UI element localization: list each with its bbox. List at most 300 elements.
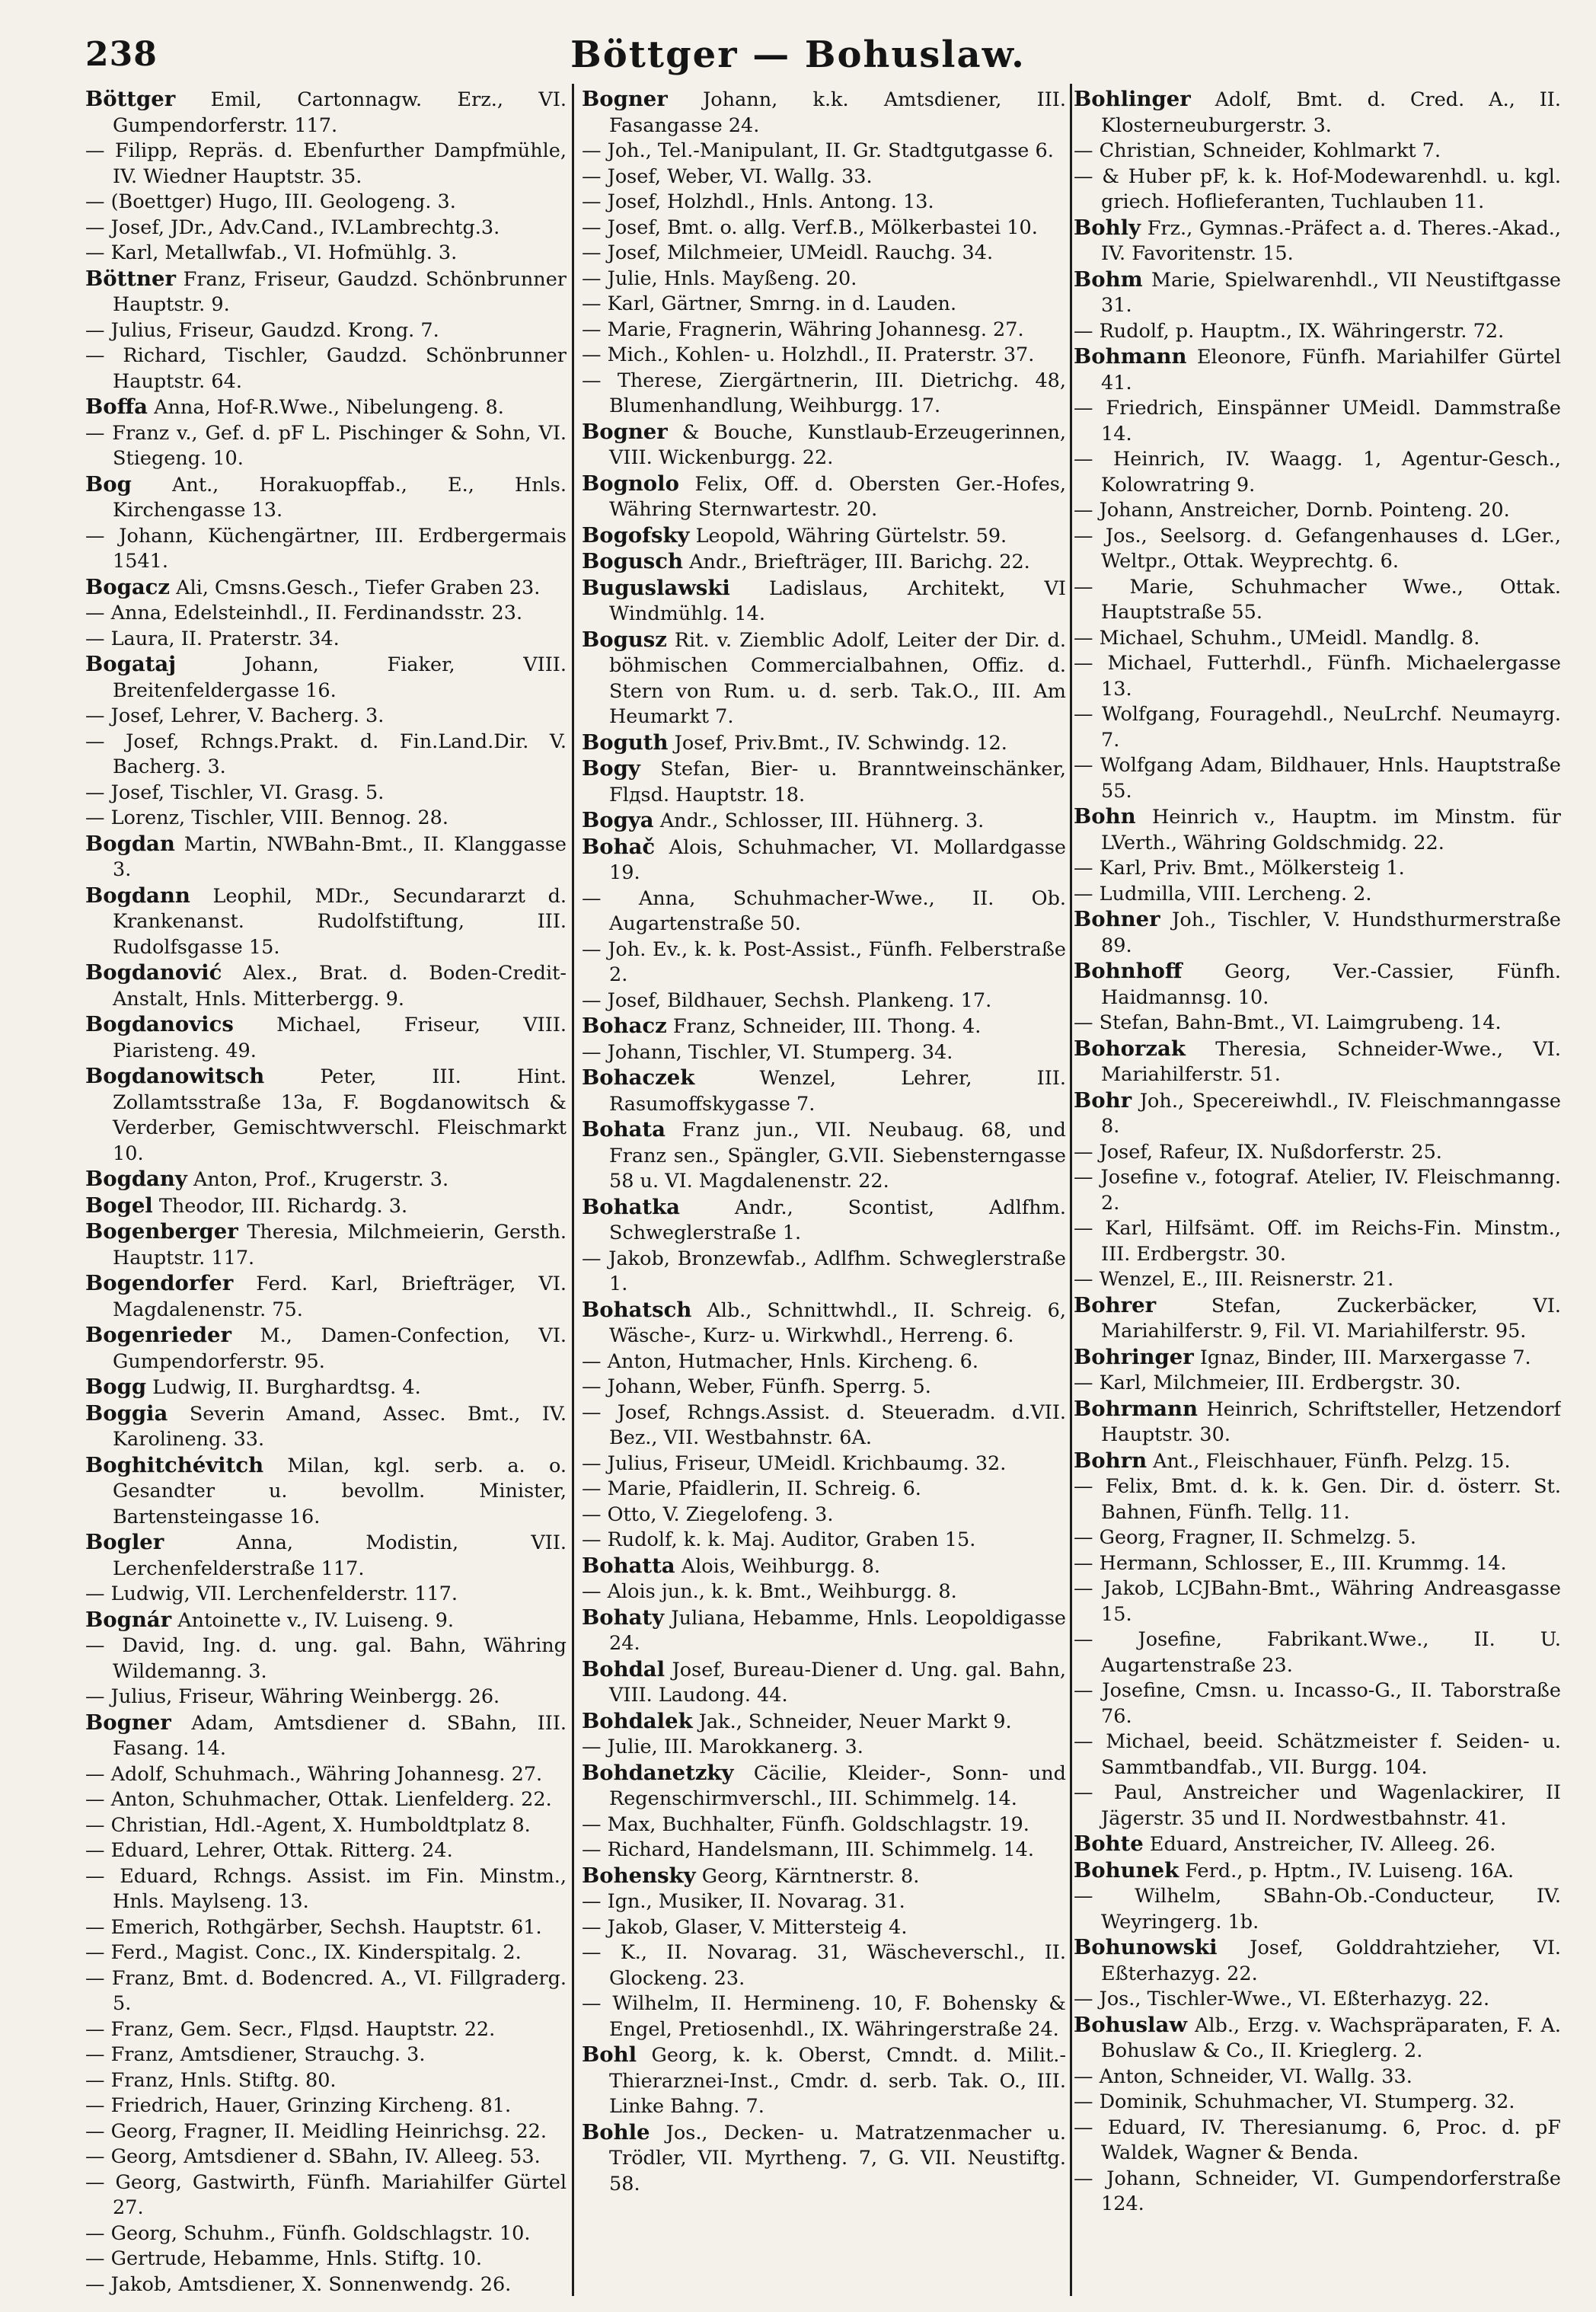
directory-entry — [1074, 626, 1561, 652]
column-divider — [1070, 84, 1072, 2296]
entry-details: Eduard, Anstreicher, IV. Alleeg. 26. — [1143, 1833, 1496, 1856]
entry-surname: Bogdany — [85, 1167, 187, 1191]
directory-entry — [582, 318, 1066, 343]
entry-surname: Bogdan — [85, 831, 175, 856]
entry-details: — Jakob, Glaser, V. Mittersteig 4. — [582, 1915, 908, 1939]
entry-details: — Josefine, Cmsn. u. Incasso-G., II. Taborstraße 76. — [1074, 1679, 1561, 1728]
entry-details: — Stefan, Bahn-Bmt., VI. Laimgrubeng. 14. — [1074, 1011, 1502, 1034]
entry-details: Felix, Off. d. Obersten Ger.-Hofes, Währing Sternwartestr. 20. — [609, 472, 1066, 521]
directory-entry — [1074, 87, 1561, 139]
entry-details: Anton, Prof., Krugerstr. 3. — [187, 1168, 449, 1191]
entry-surname: Bohner — [1074, 907, 1160, 931]
entry-details: — Therese, Ziergärtnerin, III. Dietrichg. 48, Blumenhandlung, Weihburgg. 17. — [582, 369, 1066, 417]
entry-details: — Anton, Schneider, VI. Wallg. 33. — [1074, 2065, 1412, 2088]
entry-details: — Jos., Seelsorg. d. Gefangenhauses d. LGer., Weltpr., Ottak. Weyprechtg. 6. — [1074, 524, 1561, 573]
directory-entry — [1074, 1525, 1561, 1551]
entry-surname: Bohrmann — [1074, 1396, 1198, 1421]
entry-details: Andr., Scontist, Adlfhm. Schweglerstraße 1. — [609, 1196, 1066, 1244]
entry-surname: Bogdanovics — [85, 1012, 234, 1036]
entry-details: Peter, III. Hint. Zollamtsstraße 13a, F. Bogdanowitsch & Verderber, Gemischtwverschl. Fleischmarkt 10. — [113, 1065, 567, 1165]
directory-entry — [582, 808, 1066, 835]
directory-entry — [85, 2119, 567, 2145]
entry-details: Alb., Erzg. v. Wachspräparaten, F. A. Bohuslaw & Co., II. Krieglerg. 2. — [1101, 2013, 1561, 2062]
directory-entry — [85, 2247, 567, 2272]
entry-surname: Boghitchévitch — [85, 1452, 264, 1477]
entry-details: — Karl, Priv. Bmt., Mölkersteig 1. — [1074, 857, 1405, 880]
entry-details: Stefan, Zuckerbäcker, VI. Mariahilferstr. 9, Fil. VI. Mariahilferstr. 95. — [1101, 1294, 1561, 1343]
directory-entry — [85, 2017, 567, 2043]
directory-entry — [85, 318, 567, 344]
entry-details: — Filipp, Repräs. d. Ebenfurther Dampfmühle, IV. Wiedner Hauptstr. 35. — [85, 139, 567, 188]
directory-entry — [1074, 856, 1561, 882]
entry-surname: Boguth — [582, 730, 669, 755]
entry-surname: Bohdalek — [582, 1708, 693, 1733]
entry-details: — Emerich, Rothgärber, Sechsh. Hauptstr. 61. — [85, 1915, 542, 1939]
directory-entry — [85, 1193, 567, 1220]
entry-surname: Boggia — [85, 1400, 168, 1426]
directory-entry — [85, 627, 567, 653]
entry-details: Ignaz, Binder, III. Marxergasse 7. — [1193, 1346, 1531, 1369]
entry-surname: Bogenberger — [85, 1219, 238, 1244]
entry-details: — Laura, II. Praterstr. 34. — [85, 627, 340, 650]
directory-entry — [1074, 1345, 1561, 1372]
entry-details: — Eduard, Lehrer, Ottak. Ritterg. 24. — [85, 1839, 453, 1862]
directory-entry — [582, 190, 1066, 216]
directory-entry — [85, 2144, 567, 2170]
directory-entry — [85, 241, 567, 267]
entry-surname: Bogendorfer — [85, 1271, 234, 1295]
directory-entry — [85, 1762, 567, 1788]
entry-surname: Bogner — [582, 419, 668, 444]
directory-entry — [85, 1582, 567, 1608]
directory-entry — [582, 369, 1066, 420]
directory-entry — [582, 886, 1066, 937]
directory-entry — [582, 1195, 1066, 1247]
entry-details: Milan, kgl. serb. a. o. Gesandter u. bevollm. Minister, Bartensteingasse 16. — [113, 1454, 567, 1528]
entry-surname: Bogdanović — [85, 960, 222, 985]
entry-details: — Georg, Gastwirth, Fünfh. Mariahilfer Gürtel 27. — [85, 2170, 567, 2219]
entry-details: — Ludmilla, VIII. Lercheng. 2. — [1074, 882, 1372, 905]
entry-details: Frz., Gymnas.-Präfect a. d. Theres.-Akad., IV. Favoritenstr. 15. — [1101, 216, 1561, 265]
page-title: Böttger — Bohuslaw. — [570, 34, 1026, 76]
directory-entry — [1074, 753, 1561, 804]
entry-details: — Wenzel, E., III. Reisnerstr. 21. — [1074, 1268, 1394, 1291]
entry-surname: Bogg — [85, 1375, 147, 1399]
entry-details: — Ign., Musiker, II. Novarag. 31. — [582, 1890, 905, 1913]
directory-entry — [1074, 164, 1561, 216]
directory-entry — [1074, 1474, 1561, 1525]
entry-details: — Heinrich, IV. Waagg. 1, Agentur-Gesch., Kolowratring 9. — [1074, 448, 1561, 497]
directory-entry — [1074, 498, 1561, 524]
directory-entry — [85, 1375, 567, 1401]
entry-details: — Wilhelm, II. Hermineng. 10, F. Bohensky & Engel, Pretiosenhdl., IX. Währingerstraße 24. — [582, 1992, 1066, 2041]
directory-entry — [1074, 1036, 1561, 1088]
entry-surname: Bohly — [1074, 215, 1141, 240]
entry-details: — Karl, Hilfsämt. Off. im Reichs-Fin. Minstm., III. Erdbergstr. 30. — [1074, 1217, 1561, 1266]
entry-details: — Eduard, Rchngs. Assist. im Fin. Minstm., Hnls. Maylseng. 13. — [85, 1864, 567, 1913]
entry-surname: Bogel — [85, 1193, 153, 1218]
entry-details: — Ludwig, VII. Lerchenfelderstr. 117. — [85, 1582, 458, 1605]
entry-details: — Franz, Hnls. Stiftg. 80. — [85, 2068, 337, 2092]
directory-entry — [582, 1349, 1066, 1375]
entry-details: — Josef, Rafeur, IX. Nußdorferstr. 25. — [1074, 1140, 1442, 1164]
directory-entry — [582, 1605, 1066, 1657]
entry-details: Theodor, III. Richardg. 3. — [152, 1194, 408, 1218]
directory-entry — [85, 883, 567, 961]
entry-details: Andr., Schlosser, III. Hühnerg. 3. — [653, 810, 985, 832]
directory-entry — [85, 421, 567, 472]
entry-details: — Adolf, Schuhmach., Währing Johannesg. 27. — [85, 1762, 543, 1786]
directory-entry — [582, 292, 1066, 318]
directory-entry — [582, 471, 1066, 523]
entry-details: — Georg, Fragner, II. Schmelzg. 5. — [1074, 1526, 1416, 1549]
directory-entry — [85, 1787, 567, 1813]
entry-details: — Josef, Rchngs.Assist. d. Steueradm. d.VII. Bez., VII. Westbahnstr. 6A. — [582, 1400, 1066, 1449]
entry-details: M., Damen-Confection, VI. Gumpendorferstr. 95. — [113, 1324, 567, 1373]
directory-entry — [582, 1400, 1066, 1451]
entry-details: — David, Ing. d. ung. gal. Bahn, Währing Wildemanng. 3. — [85, 1634, 567, 1683]
directory-entry — [1074, 319, 1561, 345]
entry-details: — (Boettger) Hugo, III. Geologeng. 3. — [85, 190, 456, 213]
entry-details: Marie, Spielwarenhdl., VII Neustiftgasse 31. — [1101, 268, 1561, 317]
entry-surname: Bogler — [85, 1530, 164, 1554]
entry-details: Joh., Tischler, V. Hundsthurmerstraße 89. — [1101, 909, 1561, 957]
entry-details: — Anna, Schuhmacher-Wwe., II. Ob. Augartenstraße 50. — [582, 886, 1066, 935]
entry-details: Heinrich, Schriftsteller, Hetzendorf Hauptstr. 30. — [1101, 1397, 1561, 1446]
directory-entry — [582, 1451, 1066, 1477]
directory-entry — [85, 2042, 567, 2068]
directory-entry — [582, 139, 1066, 164]
entry-details: Anna, Modistin, VII. Lerchenfelderstraße 117. — [113, 1531, 567, 1580]
entry-details: Joh., Specereiwhdl., IV. Fleischmanngasse 8. — [1101, 1089, 1561, 1138]
column-3 — [1074, 87, 1561, 2303]
entry-details: — Karl, Milchmeier, III. Erdbergstr. 30. — [1074, 1372, 1461, 1394]
directory-entry — [582, 1709, 1066, 1736]
entry-details: Josef, Priv.Bmt., IV. Schwindg. 12. — [668, 731, 1007, 755]
entry-surname: Bohorzak — [1074, 1036, 1186, 1061]
directory-entry — [1074, 1884, 1561, 1935]
directory-entry — [1074, 524, 1561, 575]
directory-entry — [582, 343, 1066, 369]
directory-entry — [582, 1838, 1066, 1863]
entry-details: — Julius, Friseur, UMeidl. Krichbaumg. 32. — [582, 1451, 1007, 1475]
entry-details: Leophil, MDr., Secundararzt d. Krankenanst. Rudolfstiftung, III. Rudolfsgasse 15. — [113, 884, 567, 959]
directory-entry — [85, 2221, 567, 2247]
entry-details: Martin, NWBahn-Bmt., II. Klanggasse 3. — [113, 832, 567, 881]
entry-details: — Johann, Anstreicher, Dornb. Pointeng. 20. — [1074, 499, 1510, 522]
directory-entry — [85, 1401, 567, 1453]
directory-entry — [1074, 1216, 1561, 1267]
entry-details: Alois, Schuhmacher, VI. Mollardgasse 19. — [609, 835, 1066, 884]
entry-details: Heinrich v., Hauptm. im Minstm. für LVerth., Währing Goldschmidg. 22. — [1101, 806, 1561, 854]
entry-details: Ladislaus, Architekt, VI Windmühlg. 14. — [609, 576, 1066, 625]
entry-details: — Richard, Tischler, Gaudzd. Schönbrunner Hauptstr. 64. — [85, 344, 567, 393]
directory-entry — [1074, 882, 1561, 908]
directory-entry — [582, 87, 1066, 139]
entry-details: — Franz, Amtsdiener, Strauchg. 3. — [85, 2043, 426, 2066]
entry-details: Johann, k.k. Amtsdiener, III. Fasangasse 24. — [609, 88, 1066, 137]
directory-entry — [85, 1710, 567, 1762]
directory-entry — [582, 1761, 1066, 1812]
entry-details: Cäcilie, Kleider-, Sonn- und Regenschirmverschl., III. Schimmelg. 14. — [609, 1761, 1066, 1810]
directory-entry — [1074, 1551, 1561, 1577]
entry-details: — Georg, Schuhm., Fünfh. Goldschlagstr. 10. — [85, 2221, 531, 2245]
directory-entry — [1074, 344, 1561, 396]
entry-surname: Bogdann — [85, 883, 190, 908]
directory-entry — [1074, 959, 1561, 1011]
entry-details: — Josef, Bildhauer, Sechsh. Plankeng. 17. — [582, 988, 992, 1012]
entry-details: — Dominik, Schuhmacher, VI. Stumperg. 32. — [1074, 2090, 1515, 2113]
entry-details: — & Huber pF, k. k. Hof-Modewarenhdl. u. kgl. griech. Hoflieferanten, Tuchlauben 11. — [1074, 164, 1561, 213]
entry-surname: Bogataj — [85, 652, 177, 676]
directory-entry — [582, 549, 1066, 576]
entry-details: Antoinette v., IV. Luiseng. 9. — [171, 1608, 454, 1632]
entry-details: Josef, Bureau-Diener d. Ung. gal. Bahn, VIII. Laudong. 44. — [609, 1658, 1066, 1707]
directory-entry — [1074, 1267, 1561, 1293]
directory-entry — [85, 652, 567, 704]
directory-entry — [582, 2120, 1066, 2198]
entry-surname: Buguslawski — [582, 575, 730, 600]
directory-entry — [85, 601, 567, 627]
entry-surname: Bohdal — [582, 1656, 666, 1681]
entry-details: Alois, Weihburgg. 8. — [675, 1554, 881, 1578]
directory-entry — [1074, 2013, 1561, 2065]
entry-details: Severin Amand, Assec. Bmt., IV. Karolineng. 33. — [113, 1402, 567, 1451]
entry-details: — Karl, Metallwfab., VI. Hofmühlg. 3. — [85, 241, 458, 264]
directory-entry — [1074, 1729, 1561, 1780]
entry-surname: Bohr — [1074, 1087, 1132, 1113]
directory-entry — [1074, 1576, 1561, 1627]
entry-details: Rit. v. Ziemblic Adolf, Leiter der Dir. d. böhmischen Commercialbahnen, Offiz. d. Stern von Rum. u. d. serb. Tak.O., III. Am Heumarkt 7. — [609, 628, 1066, 728]
entry-surname: Bohacz — [582, 1014, 667, 1038]
entry-details: — Jakob, Bronzewfab., Adlfhm. Schweglerstraße 1. — [582, 1247, 1066, 1295]
page-header — [0, 30, 1596, 91]
entry-surname: Bohata — [582, 1117, 666, 1142]
directory-entry — [582, 627, 1066, 730]
directory-entry — [1074, 1011, 1561, 1036]
entry-details: Johann, Fiaker, VIII. Breitenfeldergasse 16. — [113, 653, 567, 702]
directory-entry — [85, 2093, 567, 2119]
entry-details: — Georg, Amtsdiener d. SBahn, IV. Alleeg. 53. — [85, 2145, 541, 2168]
directory-entry — [1074, 702, 1561, 753]
entry-surname: Bognár — [85, 1607, 172, 1632]
entry-details: — Richard, Handelsmann, III. Schimmelg. 14. — [582, 1838, 1035, 1861]
entry-details: — Josef, Tischler, VI. Grasg. 5. — [85, 781, 385, 804]
directory-entry — [85, 1530, 567, 1582]
entry-details: — Gertrude, Hebamme, Hnls. Stiftg. 10. — [85, 2247, 483, 2270]
entry-details: Alex., Brat. d. Boden-Credit-Anstalt, Hnls. Mitterbergg. 9. — [113, 962, 567, 1011]
entry-surname: Bohuslaw — [1074, 2012, 1187, 2037]
directory-entry — [85, 524, 567, 575]
directory-entry — [85, 1064, 567, 1167]
entry-details: — Julie, Hnls. Mayßeng. 20. — [582, 267, 857, 290]
directory-entry — [1074, 1858, 1561, 1885]
directory-entry — [582, 576, 1066, 627]
directory-entry — [1074, 1448, 1561, 1475]
directory-entry — [85, 1813, 567, 1839]
entry-surname: Boffa — [85, 394, 148, 419]
entry-surname: Bogner — [85, 1710, 171, 1735]
entry-details: — Lorenz, Tischler, VIII. Bennog. 28. — [85, 806, 449, 829]
entry-details: — Michael, Futterhdl., Fünfh. Michaelergasse 13. — [1074, 652, 1561, 701]
directory-entry — [85, 216, 567, 241]
directory-entry — [582, 1117, 1066, 1195]
directory-entry — [582, 1528, 1066, 1554]
entry-surname: Bohensky — [582, 1863, 696, 1888]
directory-entry — [1074, 447, 1561, 498]
directory-entry — [85, 806, 567, 832]
entry-details: — Jos., Tischler-Wwe., VI. Eßterhazyg. 22. — [1074, 1988, 1490, 2010]
entry-details: — Julius, Friseur, Gaudzd. Krong. 7. — [85, 318, 439, 342]
entry-details: — Michael, beeid. Schätzmeister f. Seiden- u. Sammtbandfab., VII. Burgg. 104. — [1074, 1730, 1561, 1779]
directory-entry — [582, 523, 1066, 550]
directory-entry — [1074, 575, 1561, 626]
directory-entry — [85, 1323, 567, 1375]
column-1 — [85, 87, 567, 2303]
entry-surname: Bohrn — [1074, 1448, 1148, 1473]
entry-surname: Bohlinger — [1074, 87, 1191, 111]
directory-entry — [582, 1014, 1066, 1040]
entry-details: Georg, Ver.-Cassier, Fünfh. Haidmannsg. 10. — [1101, 960, 1561, 1009]
entry-details: & Bouche, Kunstlaub-Erzeugerinnen, VIII. Wickenburgg. 22. — [609, 420, 1066, 469]
entry-surname: Bogner — [582, 87, 668, 111]
entry-details: — Joh., Tel.-Manipulant, II. Gr. Stadtgutgasse 6. — [582, 139, 1054, 162]
directory-entry — [85, 1838, 567, 1864]
entry-details: — Max, Buchhalter, Fünfh. Goldschlagstr. 19. — [582, 1812, 1029, 1836]
entry-surname: Bogdanowitsch — [85, 1064, 265, 1088]
entry-details: — K., II. Novarag. 31, Wäscheverschl., II. Glockeng. 23. — [582, 1941, 1066, 1990]
entry-surname: Bohte — [1074, 1831, 1144, 1856]
directory-entry — [85, 2170, 567, 2221]
entry-details: — Marie, Fragnerin, Währing Johannesg. 27. — [582, 318, 1024, 341]
directory-entry — [85, 1915, 567, 1941]
entry-surname: Bohle — [582, 2119, 650, 2144]
entry-surname: Bohatta — [582, 1553, 675, 1578]
column-divider — [572, 84, 574, 2296]
directory-entry — [1074, 1140, 1561, 1166]
entry-surname: Bohaty — [582, 1605, 665, 1630]
directory-entry — [85, 1219, 567, 1271]
directory-entry — [1074, 1088, 1561, 1140]
entry-details: Michael, Friseur, VIII. Piaristeng. 49. — [113, 1014, 567, 1062]
entry-details: — Friedrich, Einspänner UMeidl. Dammstraße 14. — [1074, 397, 1561, 445]
directory-entry — [85, 1940, 567, 1966]
entry-details: — Otto, V. Ziegelofeng. 3. — [582, 1502, 834, 1526]
directory-entry — [85, 1864, 567, 1915]
entry-details: — Anton, Hutmacher, Hnls. Kircheng. 6. — [582, 1349, 978, 1373]
entry-details: — Josef, Milchmeier, UMeidl. Rauchg. 34. — [582, 241, 994, 264]
entry-surname: Bog — [85, 471, 132, 497]
entry-details: — Ferd., Magist. Conc., IX. Kinderspitalg. 2. — [85, 1941, 522, 1964]
entry-surname: Bogy — [582, 756, 640, 781]
directory-entry — [582, 420, 1066, 471]
directory-entry — [85, 1633, 567, 1685]
entry-details: — Alois jun., k. k. Bmt., Weihburgg. 8. — [582, 1580, 957, 1603]
entry-details: — Josef, Rchngs.Prakt. d. Fin.Land.Dir. V. Bacherg. 3. — [85, 730, 567, 778]
entry-surname: Böttner — [85, 266, 176, 291]
directory-entry — [582, 2042, 1066, 2120]
directory-entry — [582, 1579, 1066, 1605]
entry-details: Andr., Briefträger, III. Barichg. 22. — [683, 551, 1030, 573]
entry-details: Ludwig, II. Burghardtsg. 4. — [146, 1376, 421, 1399]
entry-surname: Bohmann — [1074, 344, 1187, 369]
entry-details: — Karl, Gärtner, Smrng. in d. Lauden. — [582, 292, 957, 315]
entry-details: Juliana, Hebamme, Hnls. Leopoldigasse 24. — [609, 1606, 1066, 1655]
directory-entry — [1074, 804, 1561, 856]
directory-entry — [85, 960, 567, 1012]
entry-details: — Anton, Schuhmacher, Ottak. Lienfelderg. 22. — [85, 1788, 552, 1811]
entry-details: Ferd. Karl, Briefträger, VI. Magdalenenstr. 75. — [113, 1273, 567, 1321]
entry-details: Georg, k. k. Oberst, Cmndt. d. Milit.-Thierarznei-Inst., Cmdr. d. serb. Tak. O., III. Linke Bahng. 7. — [609, 2044, 1066, 2118]
entry-details: — Georg, Fragner, II. Meidling Heinrichsg. 22. — [85, 2119, 547, 2143]
entry-surname: Bogusz — [582, 627, 667, 652]
entry-surname: Bohunek — [1074, 1857, 1179, 1882]
directory-entry — [582, 241, 1066, 267]
entry-details: — Johann, Tischler, VI. Stumperg. 34. — [582, 1040, 953, 1064]
directory-entry — [582, 1502, 1066, 1528]
entry-details: — Johann, Schneider, VI. Gumpendorferstraße 124. — [1074, 2167, 1561, 2215]
entry-details: Alb., Schnittwhdl., II. Schreig. 6, Wäsche-, Kurz- u. Wirkwhdl., Herreng. 6. — [609, 1298, 1066, 1347]
column-2 — [582, 87, 1066, 2303]
entry-details: Ferd., p. Hptm., IV. Luiseng. 16A. — [1179, 1859, 1515, 1882]
entry-details: — Franz, Bmt. d. Bodencred. A., VI. Fillgraderg. 5. — [85, 1966, 567, 2015]
page-number: 238 — [85, 35, 158, 74]
directory-entry — [85, 832, 567, 883]
entry-details: — Christian, Schneider, Kohlmarkt 7. — [1074, 139, 1441, 162]
directory-entry — [85, 2272, 567, 2298]
entry-details: — Josef, Lehrer, V. Bacherg. 3. — [85, 704, 385, 727]
directory-entry — [582, 835, 1066, 886]
directory-entry — [582, 1477, 1066, 1502]
entry-details: — Josef, JDr., Adv.Cand., IV.Lambrechtg.3. — [85, 216, 500, 239]
directory-entry — [85, 343, 567, 394]
directory-entry — [582, 1915, 1066, 1941]
directory-entry — [85, 575, 567, 602]
entry-details: Theresia, Milchmeierin, Gersth. Hauptstr. 117. — [113, 1221, 567, 1269]
entry-details: — Rudolf, k. k. Maj. Auditor, Graben 15. — [582, 1528, 976, 1551]
entry-surname: Bohatka — [582, 1194, 680, 1219]
entry-surname: Bogya — [582, 808, 654, 832]
entry-details: — Marie, Schuhmacher Wwe., Ottak. Hauptstraße 55. — [1074, 575, 1561, 624]
entry-details: — Anna, Edelsteinhdl., II. Ferdinandsstr. 23. — [85, 602, 523, 624]
directory-entry — [1074, 1397, 1561, 1448]
directory-entry — [582, 1940, 1066, 1991]
entry-details: Ant., Horakuopffab., E., Hnls. Kirchengasse 13. — [113, 473, 567, 522]
directory-entry — [582, 1065, 1066, 1117]
directory-entry — [1074, 396, 1561, 447]
entry-details: — Rudolf, p. Hauptm., IX. Währingerstr. 72. — [1074, 319, 1505, 343]
entry-details: Eleonore, Fünfh. Mariahilfer Gürtel 41. — [1101, 346, 1561, 394]
directory-entry — [85, 781, 567, 806]
entry-surname: Bohm — [1074, 267, 1143, 292]
entry-details: Emil, Cartonnagw. Erz., VI. Gumpendorferstr. 117. — [113, 88, 567, 137]
directory-entry — [582, 937, 1066, 988]
directory-entry — [582, 164, 1066, 190]
entry-surname: Bohl — [582, 2042, 637, 2067]
entry-surname: Bogenrieder — [85, 1323, 231, 1347]
entry-details: — Wilhelm, SBahn-Ob.-Conducteur, IV. Weyringerg. 1b. — [1074, 1885, 1561, 1934]
directory-entry — [1074, 1627, 1561, 1678]
directory-entry — [582, 1298, 1066, 1349]
entry-details: Anna, Hof-R.Wwe., Nibelungeng. 8. — [147, 396, 504, 419]
directory-entry — [85, 1271, 567, 1323]
directory-entry — [582, 730, 1066, 757]
entry-details: — Josefine v., fotograf. Atelier, IV. Fleischmanng. 2. — [1074, 1166, 1561, 1215]
entry-details: Franz, Friseur, Gaudzd. Schönbrunner Hauptstr. 9. — [113, 267, 567, 316]
directory-entry — [582, 1375, 1066, 1400]
directory-entry — [85, 1453, 567, 1531]
entry-details: Ant., Fleischhauer, Fünfh. Pelzg. 15. — [1147, 1449, 1511, 1473]
